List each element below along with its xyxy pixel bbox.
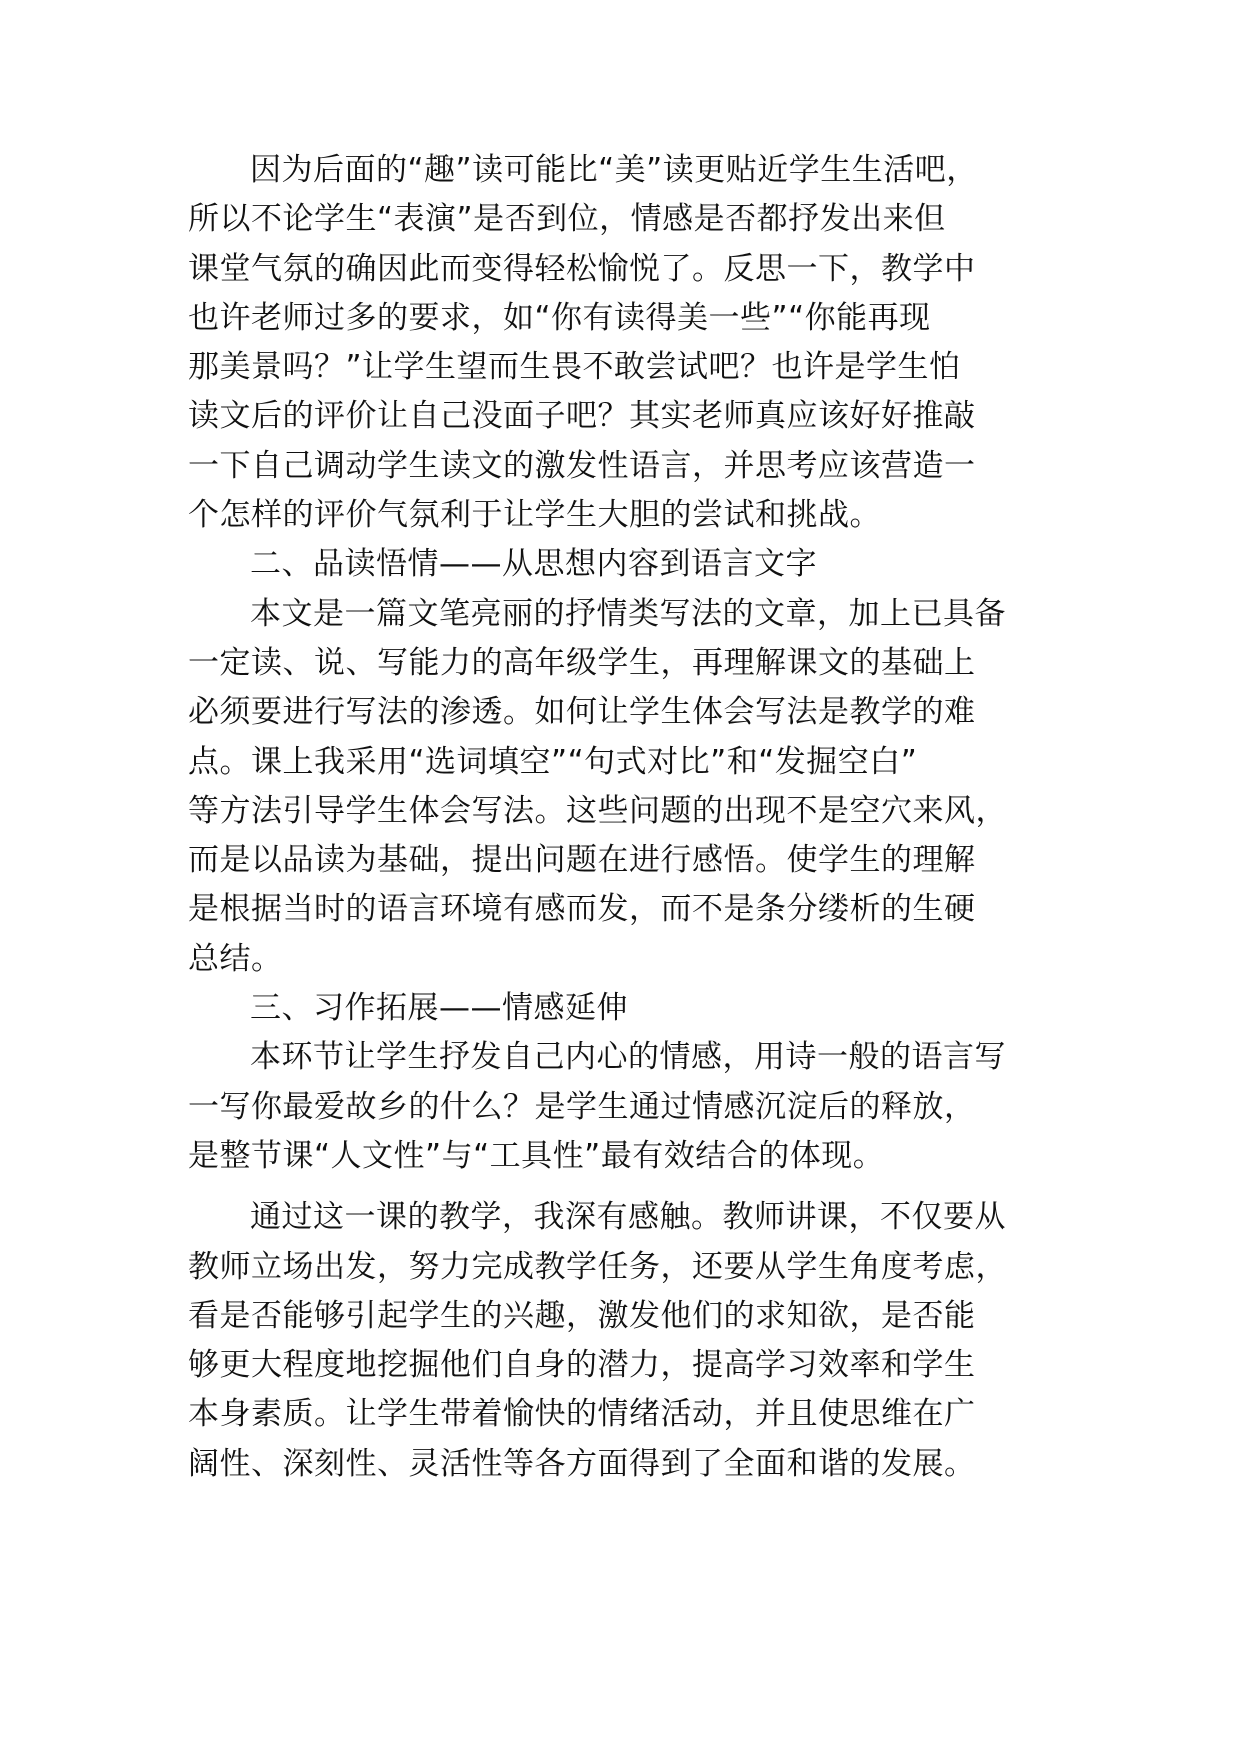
paragraph-section-2 bbox=[188, 590, 1068, 984]
paragraph-line: 点。课上我采用“选词填空”“句式对比”和“发掘空白” bbox=[188, 743, 918, 780]
paragraph-line: 总结。 bbox=[188, 940, 283, 977]
paragraph-line: 必须要进行写法的渗透。如何让学生体会写法是教学的难 bbox=[188, 694, 976, 731]
paragraph-line: 够更大程度地挖掘他们自身的潜力，提高学习效率和学生 bbox=[188, 1347, 976, 1384]
paragraph-line: 看是否能够引起学生的兴趣，激发他们的求知欲，是否能 bbox=[188, 1297, 976, 1334]
paragraph-line: 本身素质。让学生带着愉快的情绪活动，并且使思维在广 bbox=[188, 1396, 976, 1433]
section-heading-3: 三、习作拓展——情感延伸 bbox=[250, 990, 628, 1027]
paragraph-line: 教师立场出发，努力完成教学任务，还要从学生角度考虑， bbox=[188, 1248, 1007, 1285]
paragraph-line: 所以不论学生“表演”是否到位，情感是否都抒发出来但 bbox=[188, 201, 946, 238]
paragraph-line: 一下自己调动学生读文的激发性语言，并思考应该营造一 bbox=[188, 447, 976, 484]
paragraph-line: 也许老师过多的要求，如“你有读得美一些”“你能再现 bbox=[188, 299, 931, 336]
paragraph-line: 读文后的评价让自己没面子吧？其实老师真应该好好推敲 bbox=[188, 398, 976, 435]
paragraph-line: 一定读、说、写能力的高年级学生，再理解课文的基础上 bbox=[188, 644, 976, 681]
paragraph-line: 因为后面的“趣”读可能比“美”读更贴近学生生活吧， bbox=[250, 152, 978, 188]
paragraph-line: 等方法引导学生体会写法。这些问题的出现不是空穴来风， bbox=[188, 792, 1007, 829]
paragraph-line: 通过这一课的教学，我深有感触。教师讲课，不仅要从 bbox=[250, 1199, 1006, 1236]
paragraph-reflection bbox=[188, 146, 1068, 540]
paragraph-line: 是根据当时的语言环境有感而发，而不是条分缕析的生硬 bbox=[188, 891, 976, 928]
paragraph-line: 阔性、深刻性、灵活性等各方面得到了全面和谐的发展。 bbox=[188, 1445, 976, 1482]
paragraph-section-3 bbox=[188, 1033, 1068, 1181]
paragraph-line: 课堂气氛的确因此而变得轻松愉悦了。反思一下，教学中 bbox=[188, 250, 976, 287]
paragraph-conclusion bbox=[188, 1193, 1068, 1489]
paragraph-line: 本文是一篇文笔亮丽的抒情类写法的文章，加上已具备 bbox=[250, 595, 1006, 632]
paragraph-line: 本环节让学生抒发自己内心的情感，用诗一般的语言写 bbox=[250, 1039, 1006, 1076]
paragraph-line: 一写你最爱故乡的什么？是学生通过情感沉淀后的释放， bbox=[188, 1088, 976, 1125]
document-body bbox=[188, 146, 1068, 1489]
paragraph-gap bbox=[188, 1181, 1068, 1193]
section-heading-2: 二、品读悟情——从思想内容到语言文字 bbox=[250, 546, 817, 583]
paragraph-line: 而是以品读为基础，提出问题在进行感悟。使学生的理解 bbox=[188, 842, 976, 879]
paragraph-line: 是整节课“人文性”与“工具性”最有效结合的体现。 bbox=[188, 1137, 885, 1174]
paragraph-line: 个怎样的评价气氛利于让学生大胆的尝试和挑战。 bbox=[188, 497, 881, 534]
paragraph-line: 那美景吗？”让学生望而生畏不敢尝试吧？也许是学生怕 bbox=[188, 349, 961, 386]
